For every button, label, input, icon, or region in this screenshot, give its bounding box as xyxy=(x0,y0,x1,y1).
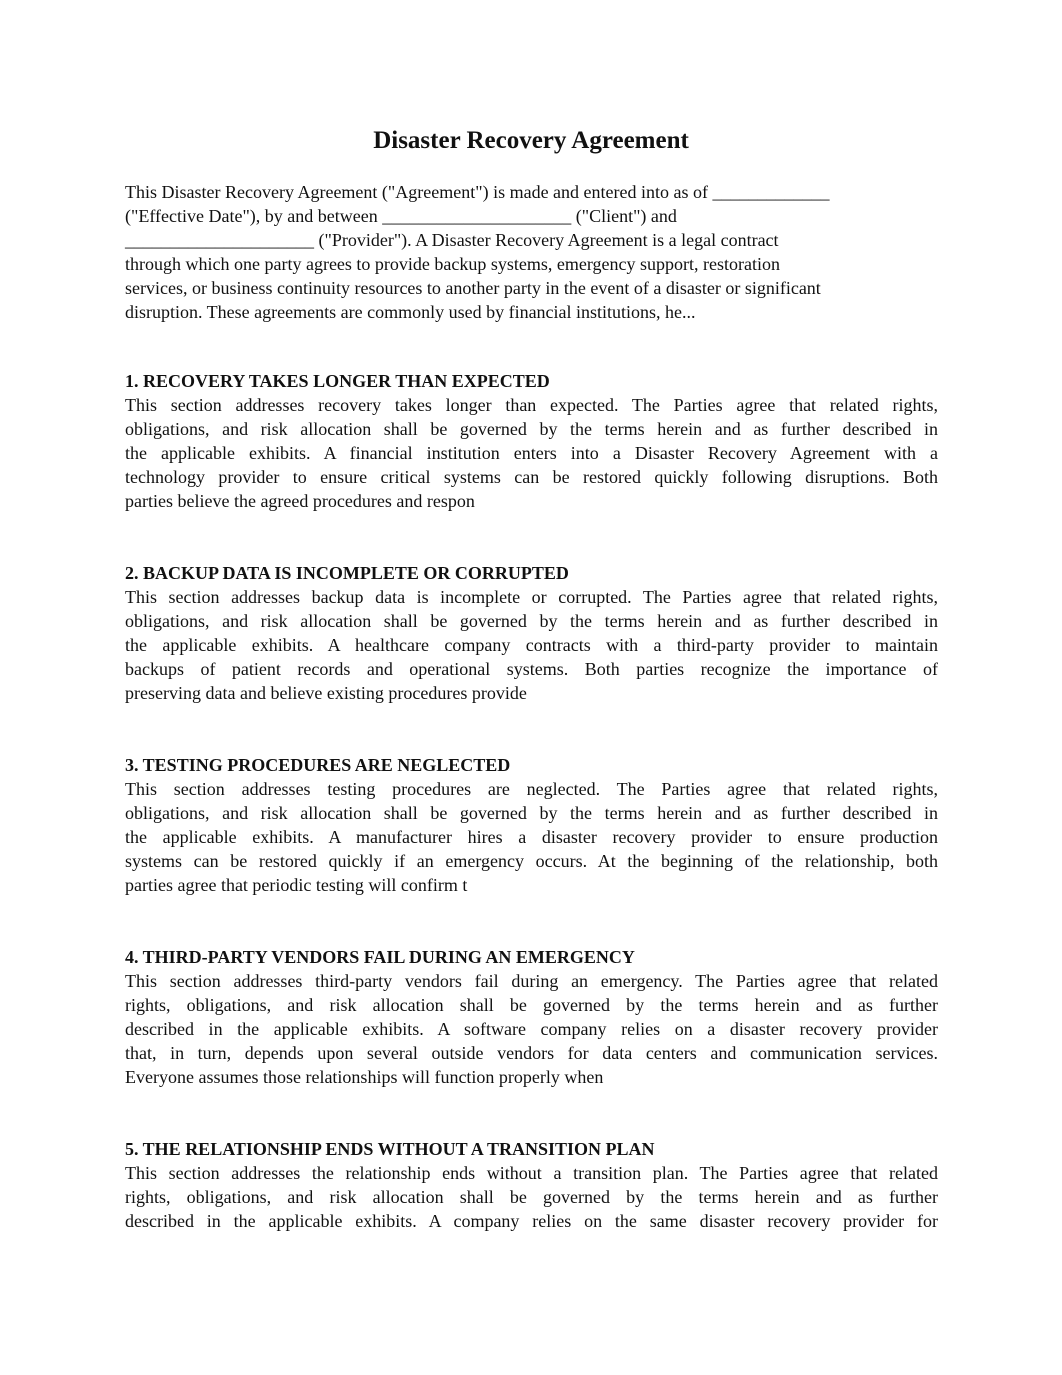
section-line: the applicable exhibits. A financial institution enters into a Disaster Recovery Agreement with a xyxy=(125,443,938,463)
section-heading: 5. THE RELATIONSHIP ENDS WITHOUT A TRANSITION PLAN xyxy=(125,1139,655,1159)
intro-line: ("Effective Date"), by and between _____________________ ("Client") and xyxy=(125,206,677,226)
section-recovery-takes-longer xyxy=(125,369,938,513)
section-body xyxy=(125,1161,938,1233)
document-title: Disaster Recovery Agreement xyxy=(373,127,689,154)
section-line: This section addresses third-party vendors fail during an emergency. The Parties agree that related xyxy=(125,971,938,991)
intro-line: This Disaster Recovery Agreement ("Agreement") is made and entered into as of _____________ xyxy=(125,182,830,202)
section-line: systems can be restored quickly if an emergency occurs. At the beginning of the relationship, both xyxy=(125,851,938,871)
section-line: described in the applicable exhibits. A software company relies on a disaster recovery provider xyxy=(125,1019,938,1039)
section-heading: 1. RECOVERY TAKES LONGER THAN EXPECTED xyxy=(125,371,550,391)
section-line: obligations, and risk allocation shall be governed by the terms herein and as further described in xyxy=(125,803,938,823)
section-line: preserving data and believe existing procedures provide xyxy=(125,683,527,703)
section-heading: 2. BACKUP DATA IS INCOMPLETE OR CORRUPTED xyxy=(125,563,569,583)
section-line: This section addresses testing procedures are neglected. The Parties agree that related rights, xyxy=(125,779,938,799)
section-line: This section addresses backup data is incomplete or corrupted. The Parties agree that related rights, xyxy=(125,587,938,607)
section-line: technology provider to ensure critical systems can be restored quickly following disruptions. Both xyxy=(125,467,938,487)
section-line: rights, obligations, and risk allocation shall be governed by the terms herein and as further xyxy=(125,1187,938,1207)
section-heading: 4. THIRD-PARTY VENDORS FAIL DURING AN EMERGENCY xyxy=(125,947,635,967)
section-line: parties believe the agreed procedures and respon xyxy=(125,491,475,511)
section-body xyxy=(125,393,938,513)
intro-paragraph xyxy=(125,180,940,324)
section-line: Everyone assumes those relationships will function properly when xyxy=(125,1067,604,1087)
intro-line: disruption. These agreements are commonly used by financial institutions, he... xyxy=(125,302,696,322)
section-heading: 3. TESTING PROCEDURES ARE NEGLECTED xyxy=(125,755,511,775)
section-line: backups of patient records and operational systems. Both parties recognize the importance of xyxy=(125,659,938,679)
intro-line: services, or business continuity resources to another party in the event of a disaster or significant xyxy=(125,278,821,298)
section-line: rights, obligations, and risk allocation shall be governed by the terms herein and as further xyxy=(125,995,938,1015)
intro-line: _____________________ ("Provider"). A Disaster Recovery Agreement is a legal contract xyxy=(125,230,779,250)
section-line: described in the applicable exhibits. A company relies on the same disaster recovery provider for xyxy=(125,1211,938,1231)
section-line: This section addresses recovery takes longer than expected. The Parties agree that related rights, xyxy=(125,395,938,415)
section-line: obligations, and risk allocation shall be governed by the terms herein and as further described in xyxy=(125,419,938,439)
section-backup-data-incomplete xyxy=(125,561,938,705)
section-body xyxy=(125,969,938,1089)
section-body xyxy=(125,777,938,897)
section-line: the applicable exhibits. A healthcare company contracts with a third-party provider to maintain xyxy=(125,635,938,655)
intro-line: through which one party agrees to provide backup systems, emergency support, restoration xyxy=(125,254,780,274)
section-third-party-vendors-fail xyxy=(125,945,938,1089)
section-line: the applicable exhibits. A manufacturer hires a disaster recovery provider to ensure production xyxy=(125,827,938,847)
section-line: that, in turn, depends upon several outside vendors for data centers and communication services. xyxy=(125,1043,938,1063)
section-body xyxy=(125,585,938,705)
section-relationship-ends xyxy=(125,1137,938,1233)
section-line: obligations, and risk allocation shall be governed by the terms herein and as further described in xyxy=(125,611,938,631)
section-testing-procedures-neglected xyxy=(125,753,938,897)
section-line: This section addresses the relationship ends without a transition plan. The Parties agree that related xyxy=(125,1163,938,1183)
section-line: parties agree that periodic testing will confirm t xyxy=(125,875,468,895)
